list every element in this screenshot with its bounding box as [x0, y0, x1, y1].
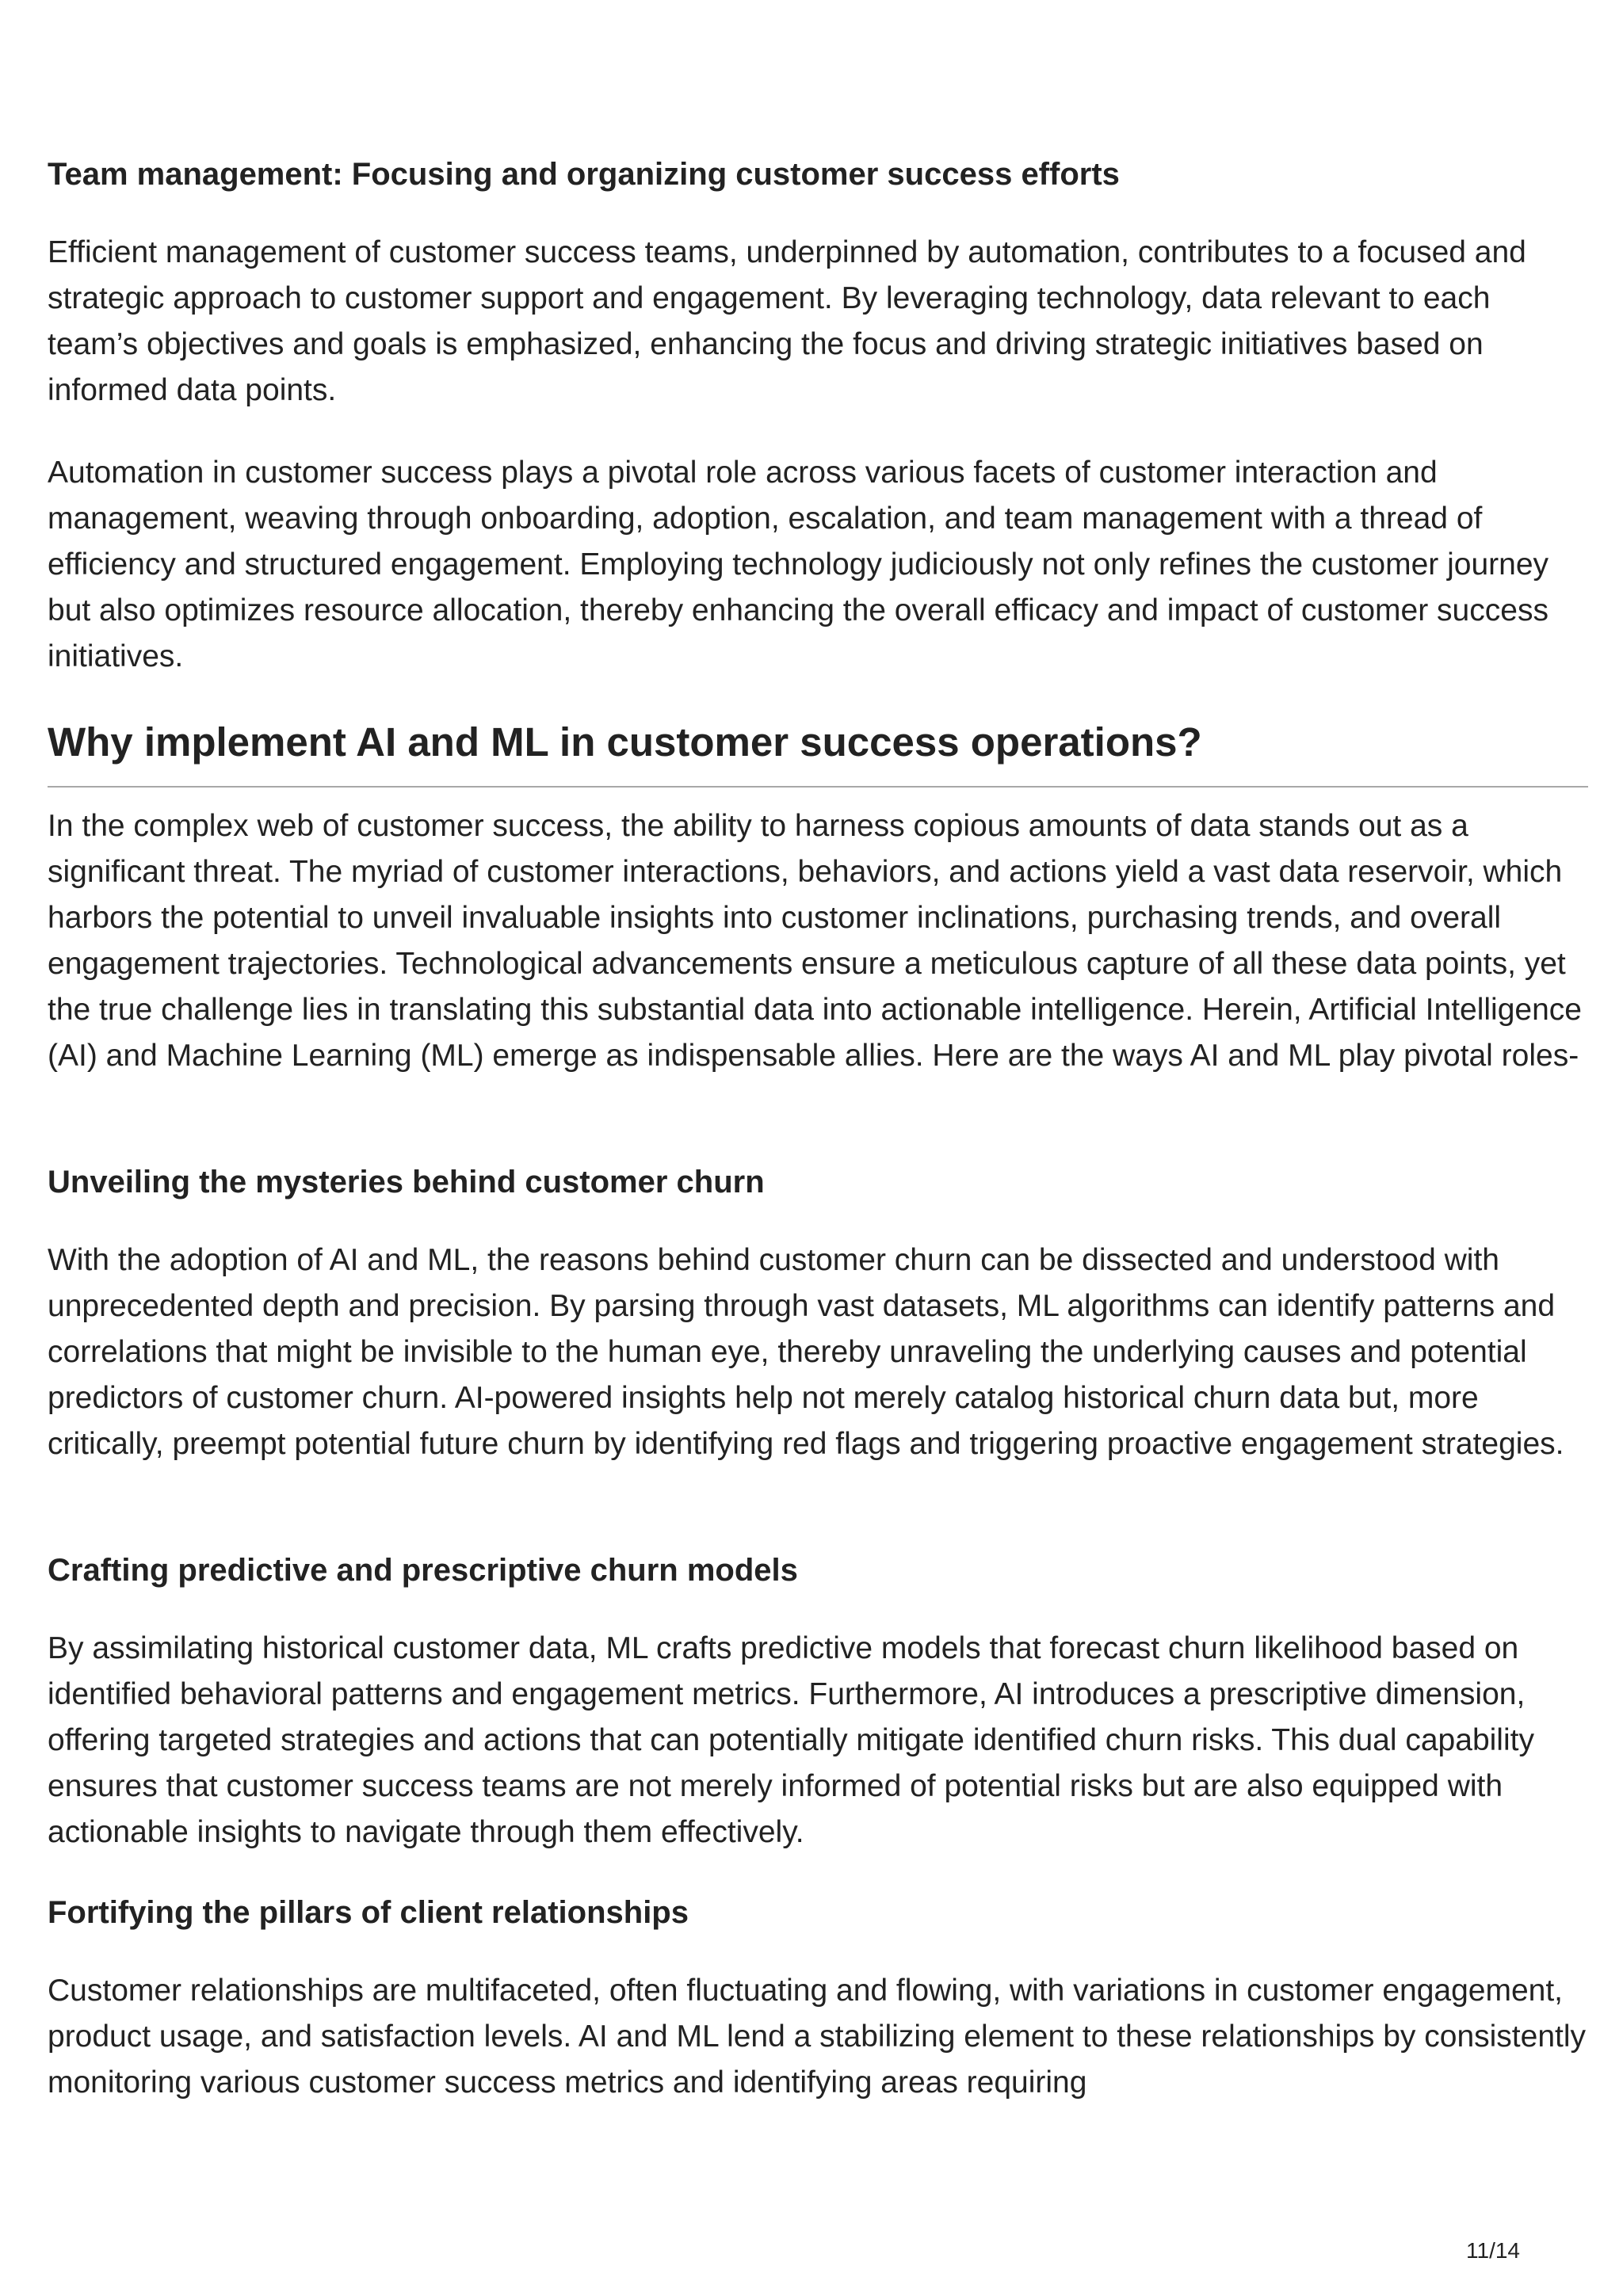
section-heading-customer-churn: Unveiling the mysteries behind customer churn [48, 1165, 765, 1199]
section-heading-team-management: Team management: Focusing and organizing customer success efforts [48, 157, 1120, 192]
section-heading-churn-models: Crafting predictive and prescriptive churn models [48, 1553, 798, 1588]
paragraph-client-relationships: Customer relationships are multifaceted, often fluctuating and flowing, with variations in customer engagement, product usage, and satisfaction levels. AI and ML lend a stabilizing element to these relationships by consistently monitoring various customer success metrics and identifying areas requiring [48, 1974, 1587, 2100]
paragraph-customer-churn: With the adoption of AI and ML, the reasons behind customer churn can be dissected and understood with unprecedented depth and precision. By parsing through vast datasets, ML algorithms can identify patterns and correlations that might be invisible to the human eye, thereby unraveling the underlying causes and potential predictors of customer churn. AI-powered insights help not merely catalog historical churn data but, more critically, preempt potential future churn by identifying red flags and triggering proactive engagement strategies. [48, 1243, 1564, 1461]
page-number: 11/14 [1466, 2238, 1520, 2263]
heading-divider [48, 786, 1588, 788]
paragraph-why-ai-ml: In the complex web of customer success, the ability to harness copious amounts of data stands out as a significant threat. The myriad of customer interactions, behaviors, and actions yield a vast data reservoir, which harbors the potential to unveil invaluable insights into customer inclinations, purchasing trends, and overall engagement trajectories. Technological advancements ensure a meticulous capture of all these data points, yet the true challenge lies in translating this substantial data into actionable intelligence. Herein, Artificial Intelligence (AI) and Machine Learning (ML) emerge as indispensable allies. Here are the ways AI and ML play pivotal roles- [48, 809, 1582, 1073]
section-heading-why-ai-ml: Why implement AI and ML in customer success operations? [48, 719, 1202, 765]
paragraph-team-management: Efficient management of customer success teams, underpinned by automation, contributes to a focused and strategic approach to customer support and engagement. By leveraging technology, data relevant to each team’s objectives and goals is emphasized, enhancing the focus and driving strategic initiatives based on informed data points. [48, 235, 1526, 407]
paragraph-automation-summary: Automation in customer success plays a pivotal role across various facets of customer interaction and management, weaving through onboarding, adoption, escalation, and team management with a thread of efficiency and structured engagement. Employing technology judiciously not only refines the customer journey but also optimizes resource allocation, thereby enhancing the overall efficacy and impact of customer success initiatives. [48, 456, 1549, 673]
paragraph-churn-models: By assimilating historical customer data, ML crafts predictive models that forecast churn likelihood based on identified behavioral patterns and engagement metrics. Furthermore, AI introduces a prescriptive dimension, offering targeted strategies and actions that can potentially mitigate identified churn risks. This dual capability ensures that customer success teams are not merely informed of potential risks but are also equipped with actionable insights to navigate through them effectively. [48, 1631, 1534, 1849]
section-heading-client-relationships: Fortifying the pillars of client relationships [48, 1895, 689, 1930]
